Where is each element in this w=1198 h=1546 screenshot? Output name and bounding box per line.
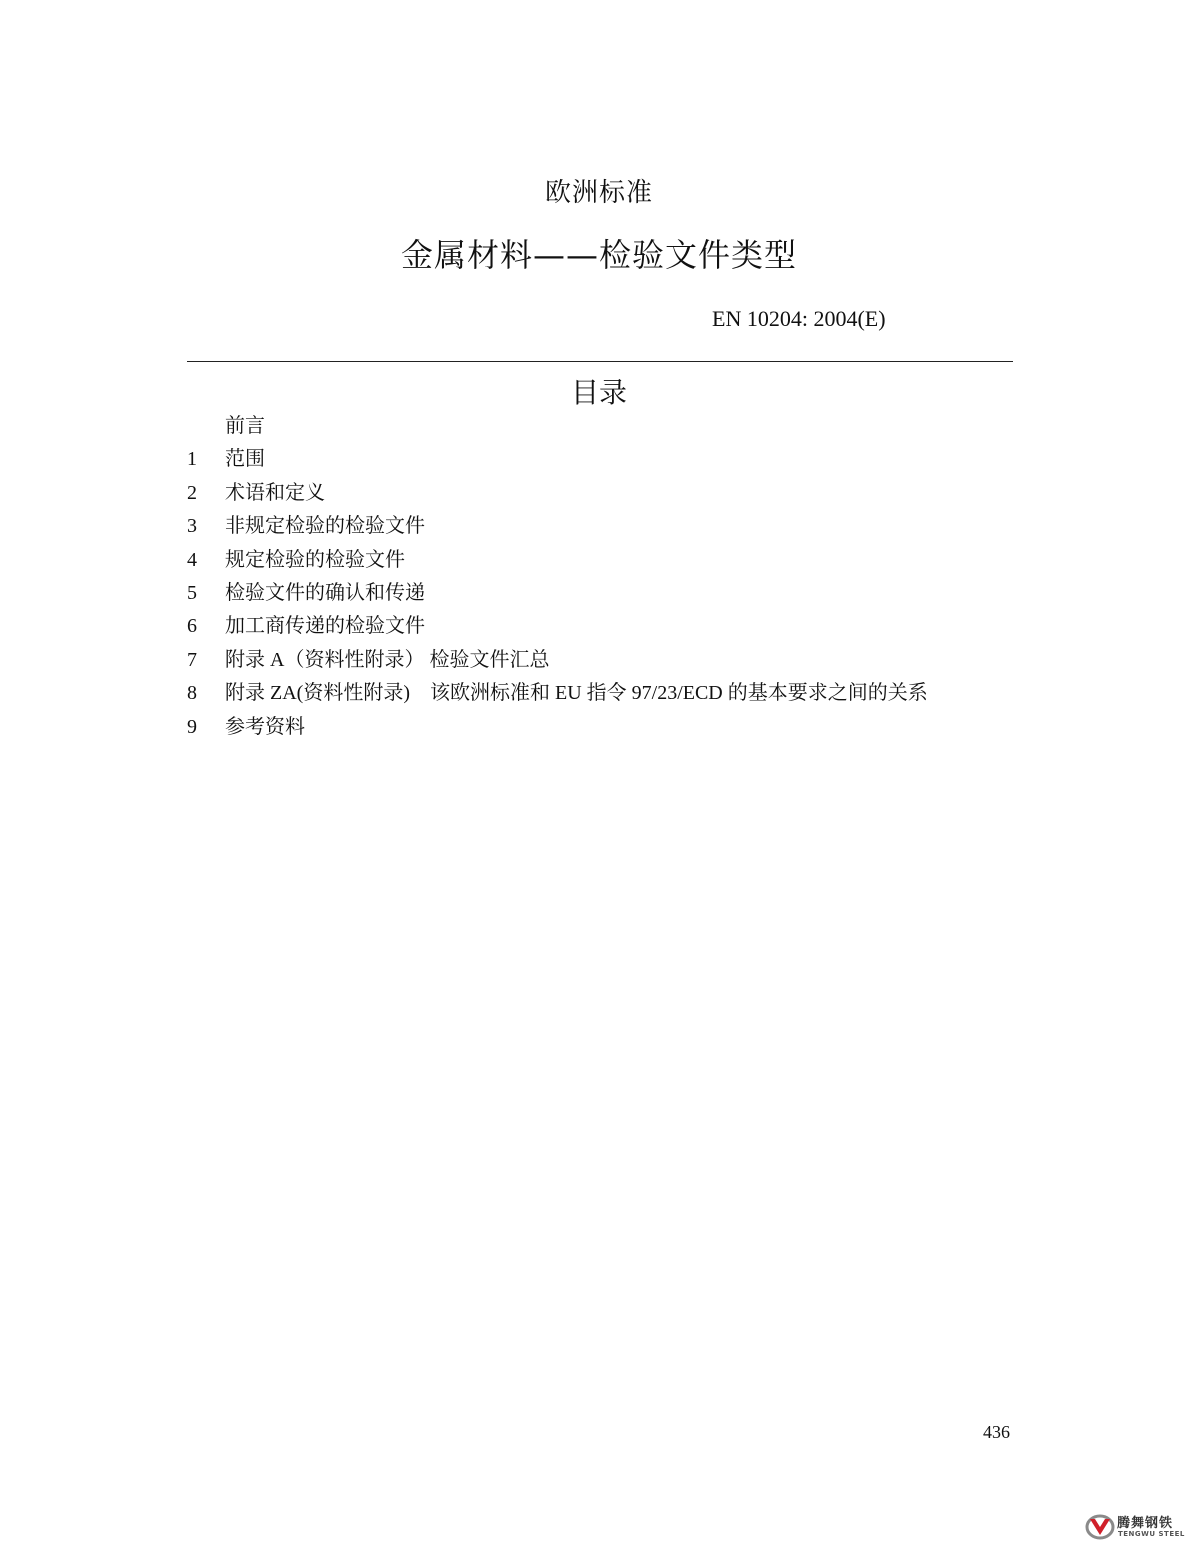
- header-rule: [187, 361, 1013, 362]
- toc-item-label: 非规定检验的检验文件: [225, 515, 425, 538]
- toc-item[interactable]: [187, 711, 1017, 744]
- watermark-name-cn: 腾舞钢铁: [1117, 1516, 1174, 1531]
- toc-item[interactable]: [187, 410, 1017, 443]
- toc-item-number: 7: [187, 648, 197, 671]
- toc-item[interactable]: [187, 510, 1017, 543]
- toc-item[interactable]: [187, 477, 1017, 510]
- toc-item-number: 3: [187, 515, 197, 538]
- toc-item-number: 1: [187, 448, 197, 471]
- standard-type: 欧洲标准: [544, 178, 653, 208]
- watermark-name-en: TENGWU STEEL: [1118, 1530, 1185, 1538]
- toc-item-number: 8: [187, 682, 197, 705]
- table-of-contents: [187, 410, 1017, 744]
- tengwu-logo-icon: [1085, 1513, 1115, 1541]
- toc-item-number: 2: [187, 481, 197, 504]
- toc-item[interactable]: [187, 443, 1017, 476]
- toc-item-label: 附录 A（资料性附录） 检验文件汇总: [225, 648, 550, 671]
- toc-item-label: 前言: [225, 415, 265, 437]
- toc-item[interactable]: [187, 577, 1017, 610]
- toc-heading: 目录: [570, 376, 627, 409]
- toc-item-label: 参考资料: [225, 715, 305, 738]
- toc-item[interactable]: [187, 644, 1017, 677]
- watermark-logo: [1085, 1512, 1195, 1542]
- toc-item-label: 规定检验的检验文件: [225, 548, 405, 571]
- toc-item-label: 附录 ZA(资料性附录) 该欧洲标准和 EU 指令 97/23/ECD 的基本要求之间的关系: [225, 682, 928, 705]
- document-title: 金属材料——检验文件类型: [400, 236, 797, 274]
- toc-item-number: 9: [187, 715, 197, 738]
- toc-item[interactable]: [187, 610, 1017, 643]
- toc-item-number: 5: [187, 581, 197, 604]
- toc-item-label: 范围: [225, 448, 265, 471]
- page-number: 436: [983, 1422, 1010, 1442]
- toc-item-number: 4: [187, 548, 197, 571]
- document-code: EN 10204: 2004(E): [712, 306, 886, 331]
- toc-item[interactable]: [187, 677, 1017, 710]
- toc-item-label: 加工商传递的检验文件: [225, 615, 425, 638]
- toc-item-label: 检验文件的确认和传递: [225, 581, 425, 604]
- toc-item[interactable]: [187, 544, 1017, 577]
- toc-item-number: 6: [187, 615, 197, 638]
- toc-item-label: 术语和定义: [225, 481, 325, 504]
